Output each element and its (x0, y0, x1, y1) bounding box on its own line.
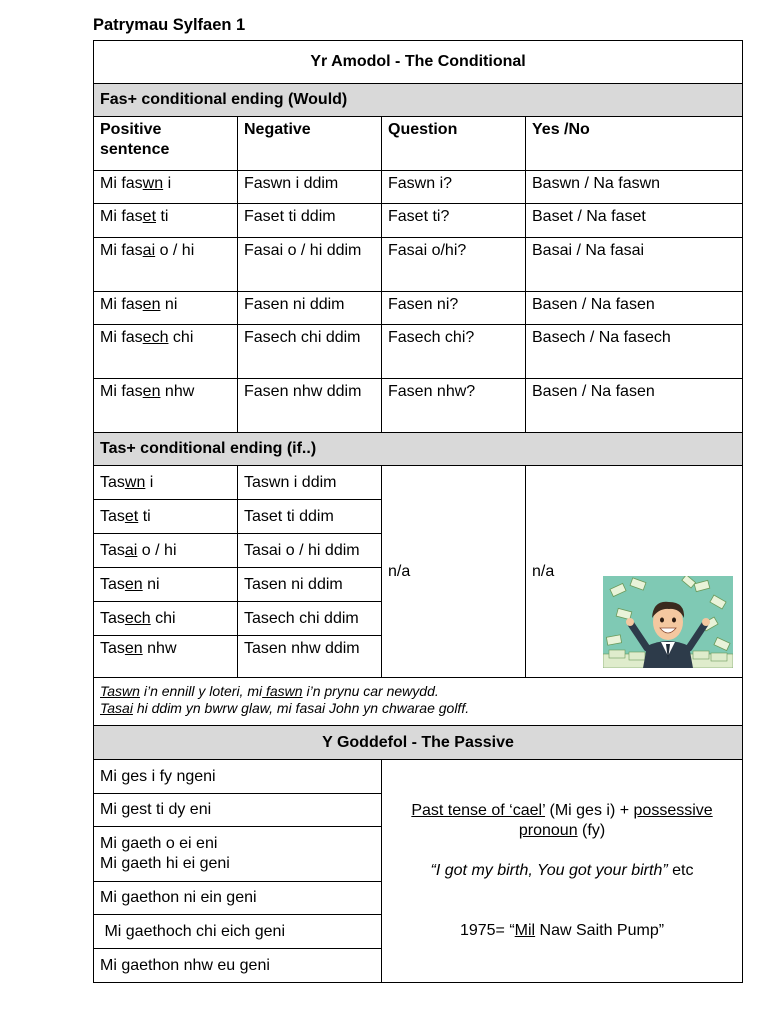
fas-row (94, 379, 743, 433)
fas-yes-no: Basai / Na fasai (526, 238, 743, 292)
tas-negative: Tasai o / hi ddim (238, 534, 382, 568)
fas-yes-no: Basen / Na fasen (526, 292, 743, 325)
fas-positive: Mi faset ti (94, 204, 238, 238)
fas-positive: Mi fasech chi (94, 325, 238, 379)
conditional-heading-row (94, 41, 743, 84)
tas-negative: Tasech chi ddim (238, 602, 382, 636)
tas-negative: Taset ti ddim (238, 500, 382, 534)
tas-positive: Tasen ni (94, 568, 238, 602)
fas-negative: Faset ti ddim (238, 204, 382, 238)
col-header-yes-no: Yes /No (526, 117, 743, 171)
passive-heading: Y Goddefol - The Passive (94, 726, 743, 760)
tas-question: n/a (382, 466, 526, 678)
fas-question: Fasech chi? (382, 325, 526, 379)
passive-form: Mi gest ti dy eni (94, 794, 382, 827)
fas-negative: Fasen ni ddim (238, 292, 382, 325)
col-header-positive: Positive sentence (94, 117, 238, 171)
fas-yes-no: Basech / Na fasech (526, 325, 743, 379)
example-sentence-1: Taswn i’n ennill y loteri, mi faswn i’n prynu car newydd. (100, 683, 439, 699)
fas-positive: Mi faswn i (94, 171, 238, 204)
fas-negative: Faswn i ddim (238, 171, 382, 204)
document-title: Patrymau Sylfaen 1 (93, 16, 246, 34)
passive-row (94, 760, 743, 794)
tas-negative: Tasen nhw ddim (238, 636, 382, 678)
passive-translation: “I got my birth, You got your birth” etc (430, 862, 694, 879)
fas-positive: Mi fasen nhw (94, 379, 238, 433)
fas-negative: Fasech chi ddim (238, 325, 382, 379)
tas-positive: Taset ti (94, 500, 238, 534)
fas-heading: Fas+ conditional ending (Would) (94, 84, 743, 117)
fas-row (94, 204, 743, 238)
tas-yes-no: n/a (526, 466, 743, 678)
passive-form: Mi gaethon nhw eu geni (94, 949, 382, 983)
fas-positive: Mi fasai o / hi (94, 238, 238, 292)
conditional-heading: Yr Amodol - The Conditional (94, 41, 743, 84)
tas-negative: Taswn i ddim (238, 466, 382, 500)
fas-row (94, 171, 743, 204)
passive-year-example: 1975= “Mil Naw Saith Pump” (459, 922, 665, 939)
examples-row (94, 678, 743, 726)
fas-yes-no: Basen / Na fasen (526, 379, 743, 433)
tas-row (94, 466, 743, 500)
tas-positive: Tasai o / hi (94, 534, 238, 568)
tas-positive: Tasech chi (94, 602, 238, 636)
fas-negative: Fasai o / hi ddim (238, 238, 382, 292)
passive-form: Mi gaethon ni ein geni (94, 882, 382, 915)
tas-negative: Tasen ni ddim (238, 568, 382, 602)
passive-explanation (382, 760, 743, 983)
fas-row (94, 292, 743, 325)
tas-heading-row (94, 433, 743, 466)
passive-rule: Past tense of ‘cael’ (Mi ges i) + possessive pronoun (fy) (411, 802, 713, 839)
fas-question: Fasen nhw? (382, 379, 526, 433)
fas-negative: Fasen nhw ddim (238, 379, 382, 433)
passive-heading-row (94, 726, 743, 760)
examples (94, 678, 743, 726)
column-header-row (94, 117, 743, 171)
tas-positive: Taswn i (94, 466, 238, 500)
fas-heading-row (94, 84, 743, 117)
fas-yes-no: Baset / Na faset (526, 204, 743, 238)
tas-heading: Tas+ conditional ending (if..) (94, 433, 743, 466)
fas-row (94, 238, 743, 292)
passive-form: Mi ges i fy ngeni (94, 760, 382, 794)
col-header-question: Question (382, 117, 526, 171)
example-sentence-2: Tasai hi ddim yn bwrw glaw, mi fasai John yn chwarae golff. (100, 700, 470, 716)
col-header-negative: Negative (238, 117, 382, 171)
fas-question: Fasen ni? (382, 292, 526, 325)
fas-row (94, 325, 743, 379)
fas-positive: Mi fasen ni (94, 292, 238, 325)
passive-form: Mi gaeth o ei eni Mi gaeth hi ei geni (94, 827, 382, 882)
fas-yes-no: Baswn / Na faswn (526, 171, 743, 204)
fas-question: Faswn i? (382, 171, 526, 204)
money-rain-illustration (603, 576, 733, 668)
tas-positive: Tasen nhw (94, 636, 238, 678)
fas-question: Faset ti? (382, 204, 526, 238)
fas-question: Fasai o/hi? (382, 238, 526, 292)
grammar-table (93, 40, 743, 983)
passive-form: Mi gaethoch chi eich geni (94, 915, 382, 949)
